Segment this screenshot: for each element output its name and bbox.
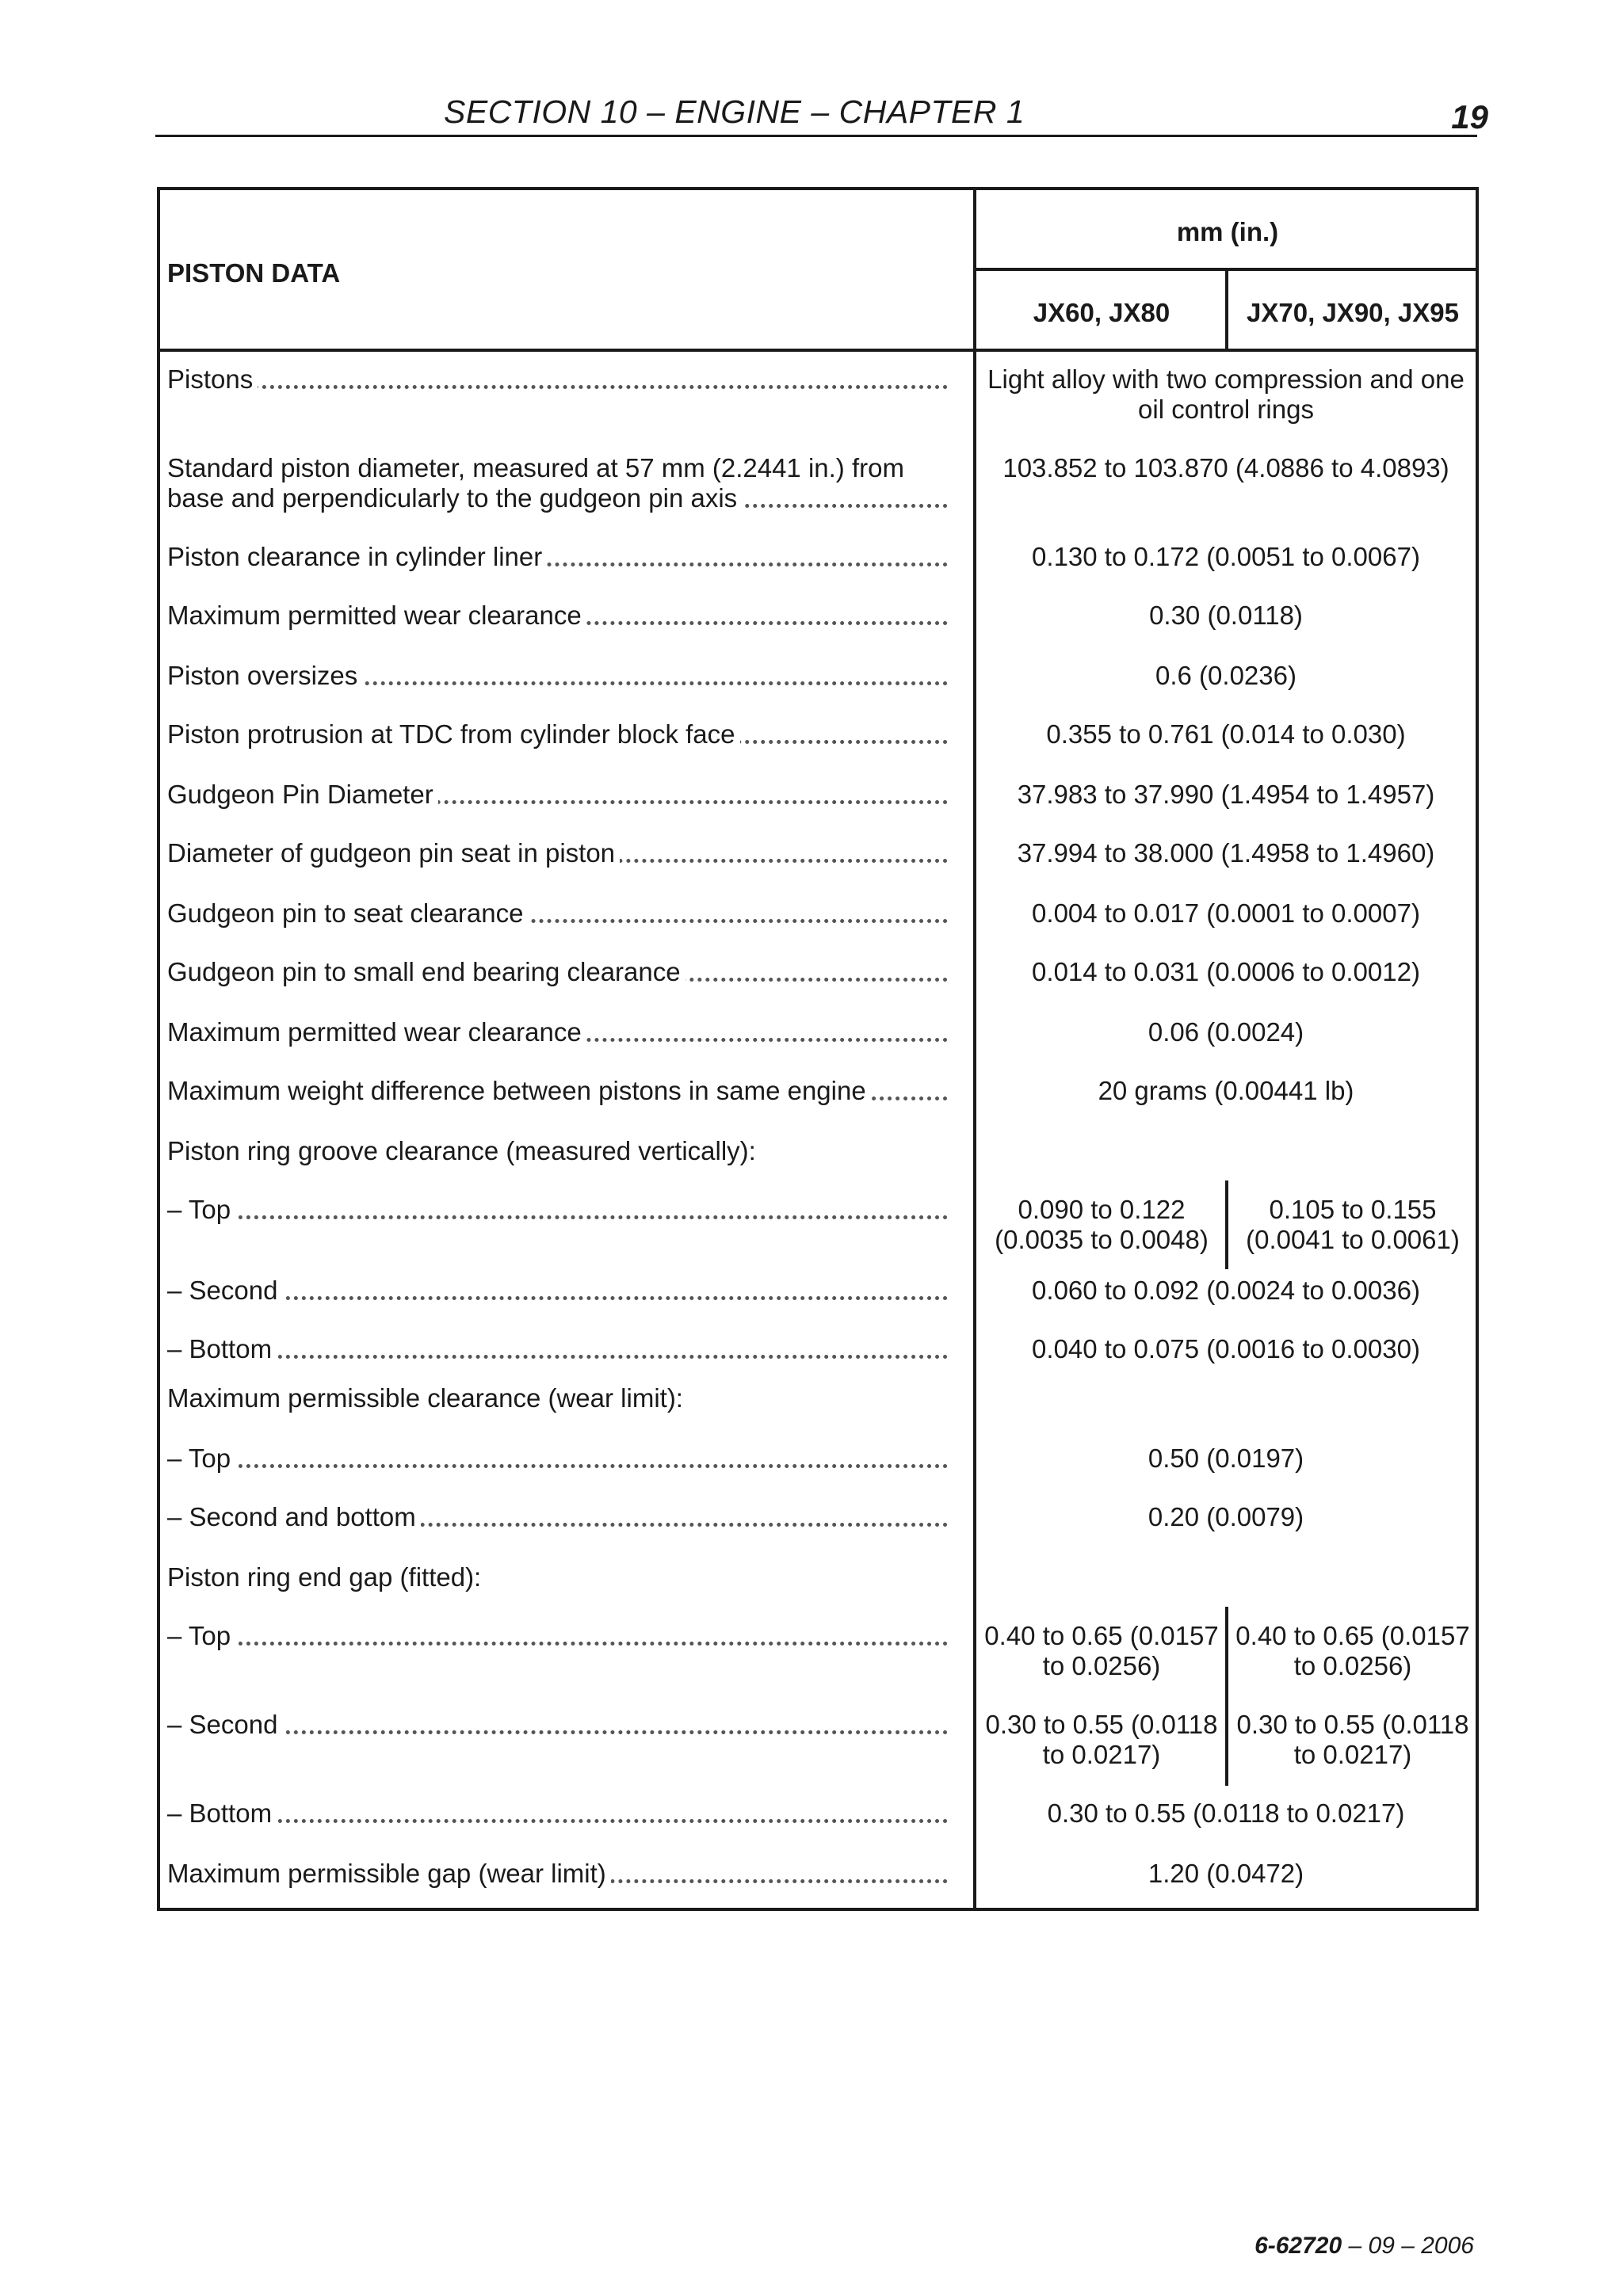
row-label (167, 1562, 948, 1592)
footer-date: – 09 – 2006 (1342, 2233, 1474, 2259)
row-label-text: – Top (167, 1195, 235, 1224)
dot-leader (167, 1464, 948, 1468)
header-title: SECTION 10 – ENGINE – CHAPTER 1 (444, 93, 1025, 130)
row-value-jx60-jx80: 0.40 to 0.65 (0.0157 to 0.0256) (984, 1621, 1219, 1680)
row-label-text: Diameter of gudgeon pin seat in piston (167, 838, 620, 868)
row-value-jx60-jx80: 0.090 to 0.122 (0.0035 to 0.0048) (995, 1195, 1209, 1254)
row-value: 0.040 to 0.075 (0.0016 to 0.0030) (1032, 1334, 1420, 1363)
row-label (167, 1502, 948, 1532)
row-value: 0.30 (0.0118) (1149, 601, 1303, 630)
dot-leader (167, 1296, 948, 1300)
row-value-jx70-jx90-jx95: 0.105 to 0.155 (0.0041 to 0.0061) (1246, 1195, 1460, 1254)
dot-leader (167, 385, 948, 389)
dot-leader (167, 1642, 948, 1646)
row-value: 0.50 (0.0197) (1148, 1444, 1304, 1473)
row-label-text: Piston clearance in cylinder liner (167, 542, 547, 571)
header-bottom-rule (157, 349, 1479, 352)
row-label-text: Standard piston diameter, measured at 57 mm (2.2441 in.) from base and perpendicularly to the gudgeon pin axis (167, 453, 912, 513)
row-label (167, 898, 948, 929)
row-label (167, 661, 948, 691)
footer (1109, 2233, 1474, 2260)
row-value-jx70-jx90-jx95: 0.40 to 0.65 (0.0157 to 0.0256) (1235, 1621, 1470, 1680)
row-label (167, 1076, 948, 1106)
row-label (167, 1798, 948, 1829)
table-title: PISTON DATA (167, 258, 341, 288)
row-value: 0.060 to 0.092 (0.0024 to 0.0036) (1032, 1276, 1420, 1305)
row-label (167, 1383, 948, 1413)
row-label (167, 364, 948, 395)
row-label-text: – Second and bottom (167, 1502, 421, 1531)
row-value: 0.014 to 0.031 (0.0006 to 0.0012) (1032, 957, 1420, 986)
row-label (167, 838, 948, 868)
dot-leader (167, 1215, 948, 1219)
row-label (167, 1017, 948, 1047)
page-number: 19 (1451, 98, 1488, 135)
row-label-text: Gudgeon pin to small end bearing clearance (167, 957, 685, 986)
row-label (167, 1444, 948, 1474)
row-value: 20 grams (0.00441 lb) (1098, 1076, 1354, 1105)
row-label-text: – Bottom (167, 1798, 277, 1828)
unit-header: mm (in.) (1176, 217, 1279, 246)
row-label-text: Maximum weight difference between pistons in same engine (167, 1076, 871, 1105)
row-label (167, 780, 948, 810)
row-label-text: – Top (167, 1444, 235, 1473)
row-label-text: Maximum permitted wear clearance (167, 1017, 586, 1047)
row-label (167, 719, 948, 749)
dot-leader (167, 1819, 948, 1823)
row-label-text: Piston ring end gap (fitted): (167, 1562, 486, 1592)
row-label-text: – Top (167, 1621, 235, 1650)
row-label (167, 957, 948, 987)
row-label-text: Gudgeon pin to seat clearance (167, 898, 528, 928)
row-label (167, 1195, 948, 1225)
row-label-text: Maximum permitted wear clearance (167, 601, 586, 630)
row-value: 0.6 (0.0236) (1155, 661, 1296, 690)
header-rule (155, 135, 1477, 137)
row-label-text: – Bottom (167, 1334, 277, 1363)
col2-header: JX70, JX90, JX95 (1247, 298, 1459, 327)
row-label (167, 542, 948, 572)
row-label-text: Maximum permissible clearance (wear limit): (167, 1383, 688, 1413)
row-label (167, 1859, 948, 1889)
row-label (167, 1334, 948, 1364)
row-value: 0.004 to 0.017 (0.0001 to 0.0007) (1032, 898, 1420, 928)
row-label (167, 1710, 948, 1740)
row-label-text: Pistons (167, 364, 258, 394)
row-label (167, 1621, 948, 1651)
row-value: 103.852 to 103.870 (4.0886 to 4.0893) (1002, 453, 1449, 482)
row-value: Light alloy with two compression and one oil control rings (987, 364, 1465, 424)
row-label (167, 1136, 948, 1166)
dot-leader (167, 1355, 948, 1359)
row-value: 37.983 to 37.990 (1.4954 to 1.4957) (1017, 780, 1435, 809)
dot-leader (167, 1730, 948, 1734)
row-label-text: Piston ring groove clearance (measured vertically): (167, 1136, 761, 1165)
row-label-text: Maximum permissible gap (wear limit) (167, 1859, 611, 1888)
row-value: 0.06 (0.0024) (1148, 1017, 1304, 1047)
row-value: 0.130 to 0.172 (0.0051 to 0.0067) (1032, 542, 1420, 571)
row-label-text: Piston protrusion at TDC from cylinder block face (167, 719, 740, 749)
row-label-text: Piston oversizes (167, 661, 362, 690)
row-label-text: – Second (167, 1276, 282, 1305)
row-label (167, 601, 948, 631)
row-value-jx60-jx80: 0.30 to 0.55 (0.0118 to 0.0217) (985, 1710, 1218, 1769)
row-label-text: Gudgeon Pin Diameter (167, 780, 438, 809)
row-label (167, 453, 948, 513)
row-value: 0.30 to 0.55 (0.0118 to 0.0217) (1047, 1798, 1405, 1828)
row-label-text: – Second (167, 1710, 282, 1739)
row-value: 37.994 to 38.000 (1.4958 to 1.4960) (1017, 838, 1435, 868)
row-value: 0.355 to 0.761 (0.014 to 0.030) (1046, 719, 1406, 749)
row-value-jx70-jx90-jx95: 0.30 to 0.55 (0.0118 to 0.0217) (1236, 1710, 1469, 1769)
footer-doc-number: 6-62720 (1254, 2233, 1342, 2259)
row-value: 0.20 (0.0079) (1148, 1502, 1304, 1531)
row-value: 1.20 (0.0472) (1148, 1859, 1304, 1888)
row-label (167, 1276, 948, 1306)
col1-header: JX60, JX80 (1033, 298, 1170, 327)
